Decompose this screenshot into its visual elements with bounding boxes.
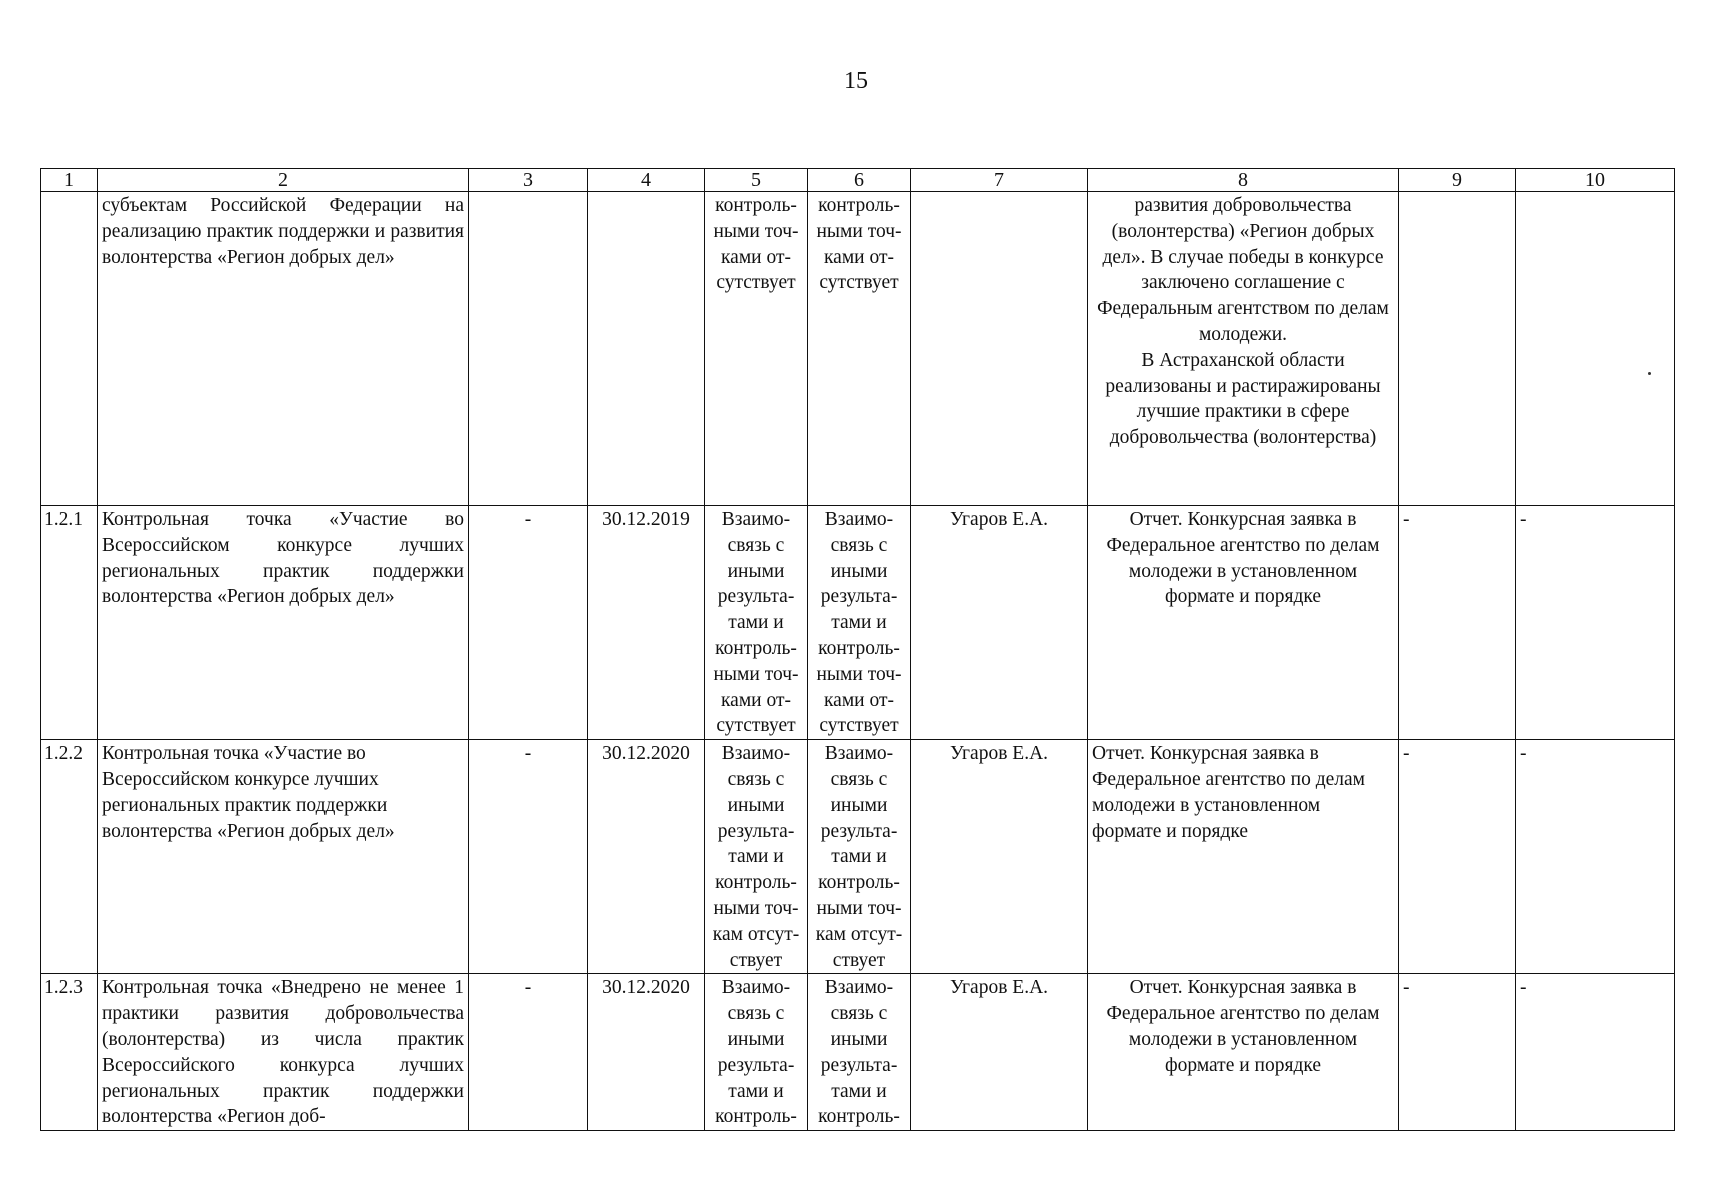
responsible-person: Угаров Е.А. [911,974,1088,1131]
cell-col10: - [1516,506,1675,740]
deadline-date [588,192,705,506]
cell-col3 [469,192,588,506]
deadline-date: 30.12.2020 [588,740,705,974]
column-header: 4 [588,169,705,192]
header-row [41,169,1675,192]
dependency-col5: Взаимо-связь с иными результа-тами и контроль-ными точ-ками от-сутствует [705,506,808,740]
event-name: Контрольная точка «Участие во Всероссийском конкурсе лучших региональных практик поддержки волонтерства «Регион добрых дел» [98,740,469,974]
cell-col9: - [1399,740,1516,974]
responsible-person: Угаров Е.А. [911,740,1088,974]
cell-col9 [1399,192,1516,506]
page-number: 15 [844,68,868,94]
dependency-col5: контроль-ными точ-ками от-сутствует [705,192,808,506]
column-header: 5 [705,169,808,192]
deadline-date: 30.12.2019 [588,506,705,740]
scan-speck [1648,372,1651,375]
column-header: 10 [1516,169,1675,192]
cell-col10: - [1516,740,1675,974]
column-header: 6 [808,169,911,192]
table-row [41,192,1675,506]
result-description: Отчет. Конкурсная заявка в Федеральное агентство по делам молодежи в установленном формате и порядке [1088,974,1399,1131]
plan-table [40,168,1675,1131]
cell-col9: - [1399,974,1516,1131]
row-number: 1.2.2 [41,740,98,974]
column-header: 2 [98,169,469,192]
row-number [41,192,98,506]
dependency-col6: Взаимо-связь с иными результа-тами и контроль- [808,974,911,1131]
row-number: 1.2.1 [41,506,98,740]
result-description: Отчет. Конкурсная заявка в Федеральное агентство по делам молодежи в установленном формате и порядке [1088,740,1399,974]
cell-col3: - [469,974,588,1131]
column-header: 1 [41,169,98,192]
cell-col3: - [469,740,588,974]
row-number: 1.2.3 [41,974,98,1131]
event-name: Контрольная точка «Внедрено не менее 1 практики развития добровольчества (волонтерства) из числа практик Всероссийского конкурса лучших региональных практик поддержки волонтерства «Регион доб- [98,974,469,1131]
responsible-person [911,192,1088,506]
responsible-person: Угаров Е.А. [911,506,1088,740]
event-name: субъектам Российской Федерации на реализацию практик поддержки и развития волонтерства «Регион добрых дел» [98,192,469,506]
column-header: 7 [911,169,1088,192]
result-description: развития добровольчества (волонтерства) «Регион добрых дел». В случае победы в конкурсе заключено соглашение с Федеральным агентством по делам молодежи. В Астраханской области реализованы и растиражированы лучшие практики в сфере добровольчества (волонтерства) [1088,192,1399,506]
table-row [41,506,1675,740]
column-header: 8 [1088,169,1399,192]
column-header: 3 [469,169,588,192]
cell-col10 [1516,192,1675,506]
dependency-col5: Взаимо-связь с иными результа-тами и контроль- [705,974,808,1131]
cell-col9: - [1399,506,1516,740]
dependency-col6: Взаимо-связь с иными результа-тами и контроль-ными точ-ками от-сутствует [808,506,911,740]
result-description: Отчет. Конкурсная заявка в Федеральное агентство по делам молодежи в установленном формате и порядке [1088,506,1399,740]
deadline-date: 30.12.2020 [588,974,705,1131]
dependency-col5: Взаимо-связь с иными результа-тами и контроль-ными точ-кам отсут-ствует [705,740,808,974]
column-header: 9 [1399,169,1516,192]
cell-col10: - [1516,974,1675,1131]
dependency-col6: контроль-ными точ-ками от-сутствует [808,192,911,506]
table-row [41,974,1675,1131]
table-row [41,740,1675,974]
cell-col3: - [469,506,588,740]
dependency-col6: Взаимо-связь с иными результа-тами и контроль-ными точ-кам отсут-ствует [808,740,911,974]
event-name: Контрольная точка «Участие во Всероссийском конкурсе лучших региональных практик поддержки волонтерства «Регион добрых дел» [98,506,469,740]
